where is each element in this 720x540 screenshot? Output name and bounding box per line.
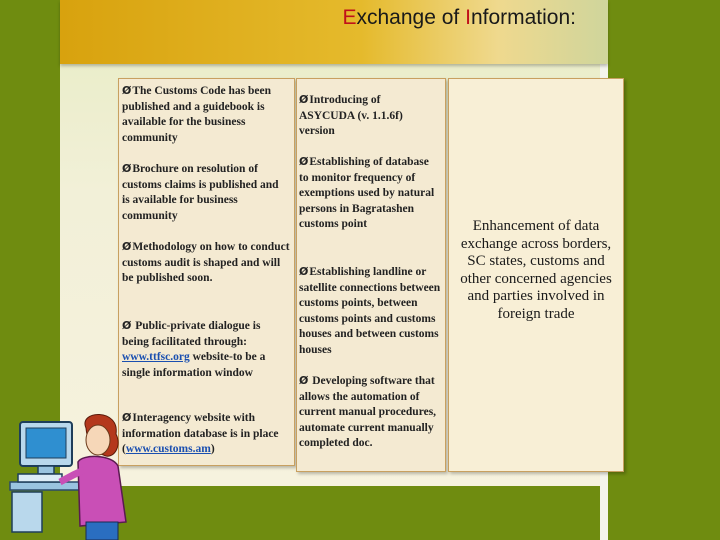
- col1-item-methodology: [122, 239, 290, 287]
- col2-item-software: [299, 373, 441, 452]
- title-part2: nformation:: [470, 6, 576, 29]
- col1-item4-post: website-to be a single information window: [122, 351, 266, 379]
- col1-item5-pre: Interagency website with information database is in place (: [122, 412, 279, 455]
- col1-item5-post: ): [210, 443, 215, 455]
- col2-item3-text: Establishing landline or satellite connections between customs points, between customs points and customs houses and between customs houses: [299, 266, 441, 356]
- col2-item4-text: Developing software that allows the automation of current manual procedures, automate current manually completed doc.: [299, 375, 437, 449]
- col1-item3-text: Methodology on how to conduct customs audit is shaped and will be published soon.: [122, 241, 290, 284]
- col2-item-asycuda: [299, 92, 424, 140]
- col1-item-brochure: [122, 161, 287, 224]
- bullet-arrow-icon: Ø: [299, 265, 309, 278]
- col2-item2-text: Establishing of database to monitor frequency of exemptions used by natural persons in Bagratashen customs point: [299, 156, 435, 230]
- customs-link[interactable]: www.customs.am: [125, 443, 211, 455]
- col1-item-dialogue: [122, 318, 290, 381]
- col1-item2-text: Brochure on resolution of customs claims is published and is available for business community: [122, 163, 279, 222]
- col1-item-customs-code: [122, 83, 297, 146]
- ttfsc-link[interactable]: www.ttfsc.org: [122, 351, 190, 363]
- col2-item1-text: Introducing of ASYCUDA (v. 1.1.6f) version: [299, 94, 403, 137]
- bullet-arrow-icon: Ø: [122, 240, 132, 253]
- title-initial-i: I: [465, 6, 471, 29]
- bullet-arrow-icon: Ø: [122, 162, 132, 175]
- col2-item-database: [299, 154, 439, 233]
- woman-at-computer-icon: [8, 410, 148, 540]
- summary-text: Enhancement of data exchange across borders, SC states, customs and other concerned agencies and parties involved in foreign trade: [460, 218, 612, 322]
- right-green-band: [608, 0, 720, 540]
- col1-item1-text: The Customs Code has been published and a guidebook is available for the business community: [122, 85, 272, 144]
- bullet-arrow-icon: Ø: [299, 155, 309, 168]
- bullet-arrow-icon: Ø: [299, 374, 309, 387]
- title-band: [60, 0, 608, 64]
- title-part1: xchange of: [356, 6, 466, 29]
- bullet-arrow-icon: Ø: [122, 411, 132, 424]
- col2-item-connections: [299, 264, 445, 358]
- page-title: [342, 6, 576, 30]
- title-initial-e: E: [342, 6, 357, 29]
- col1-item4-pre: Public-private dialogue is being facilitated through:: [122, 320, 261, 348]
- bullet-arrow-icon: Ø: [122, 319, 132, 332]
- bullet-arrow-icon: Ø: [299, 93, 309, 106]
- bullet-arrow-icon: Ø: [122, 84, 132, 97]
